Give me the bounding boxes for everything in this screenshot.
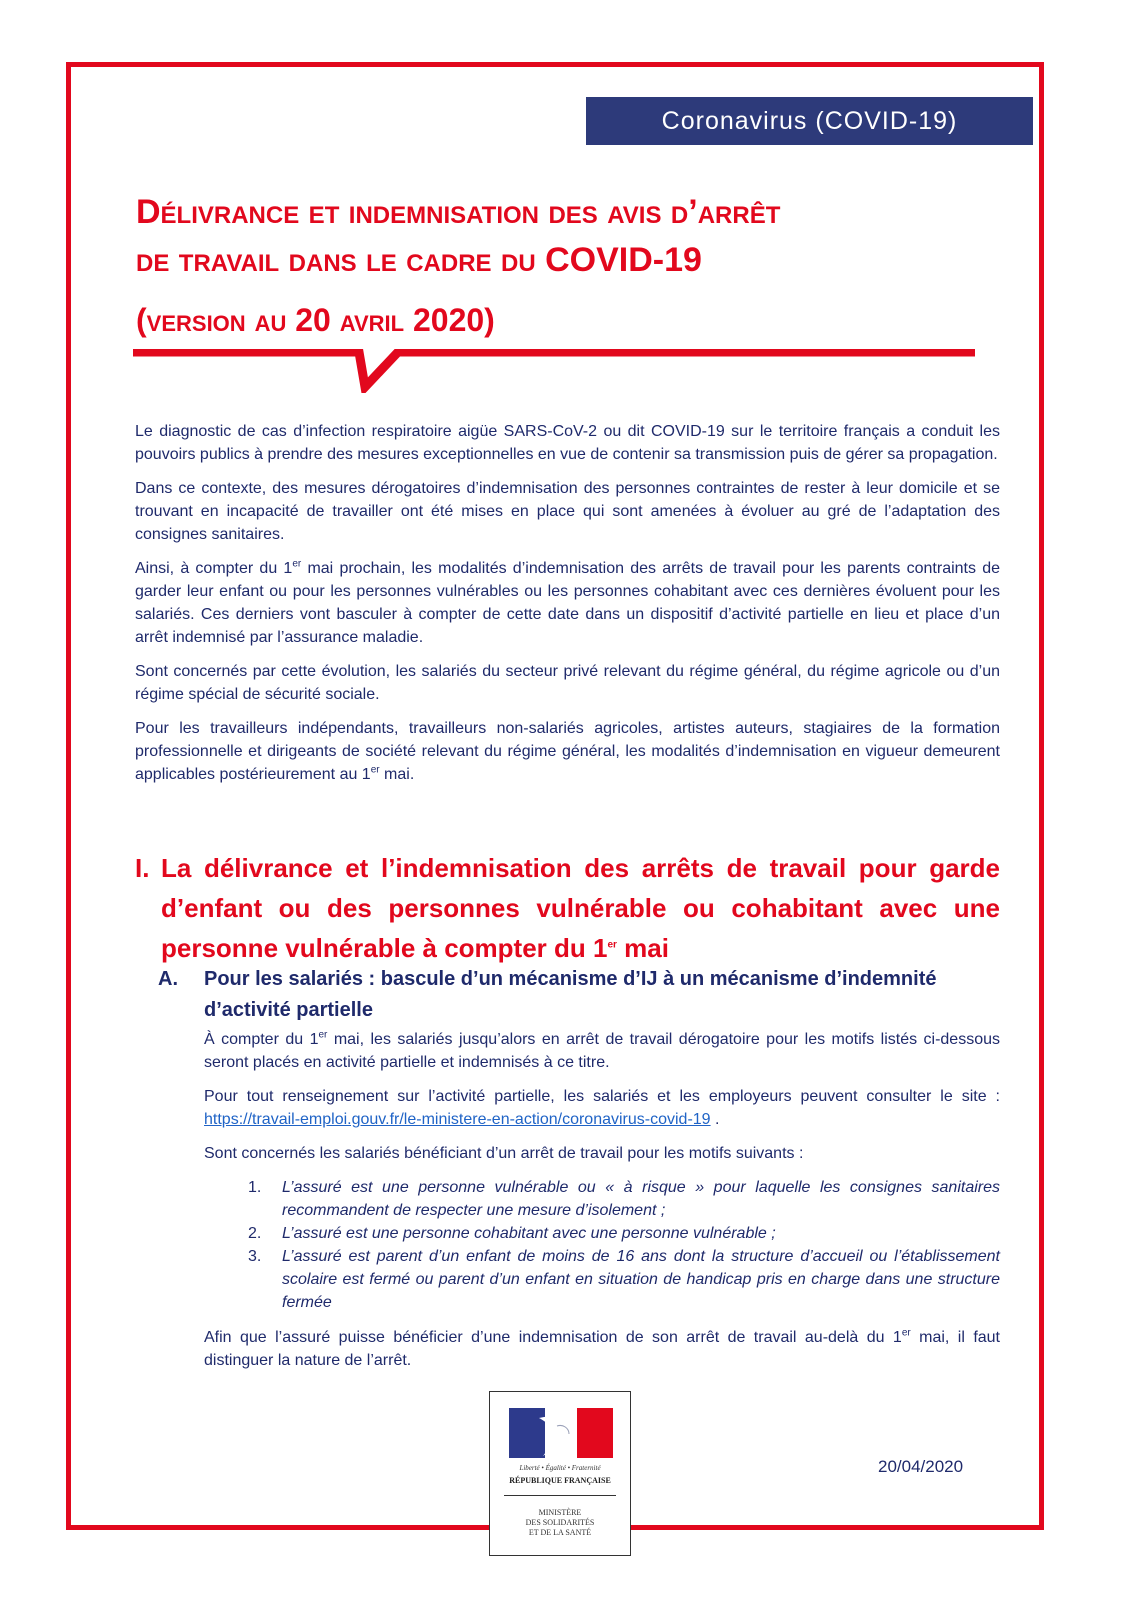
republique-francaise: RÉPUBLIQUE FRANÇAISE: [509, 1476, 611, 1485]
ministere-name: MINISTÈRE DES SOLIDARITÉS ET DE LA SANTÉ: [525, 1508, 595, 1537]
list-item: 1. L’assuré est une personne vulnérable ou « à risque » pour laquelle les consignes sanitaires recommandent de respecter une mesure d’isolement ;: [248, 1179, 1000, 1219]
title-line-1: Délivrance et indemnisation des avis d’arrêt: [136, 193, 781, 231]
intro-paragraph-5: Pour les travailleurs indépendants, travailleurs non-salariés agricoles, artistes auteurs, stagiaires de la formation professionnelle et dirigeants de société relevant du régime général, les modalités d’indemnisation en vigueur demeurent applicables postérieurement au 1er mai.: [135, 720, 1000, 783]
marianne-flag-icon: [509, 1408, 613, 1458]
travail-emploi-link[interactable]: https://travail-emploi.gouv.fr/le-ministere-en-action/coronavirus-covid-19: [204, 1111, 711, 1128]
motifs-list: [204, 1176, 1000, 1314]
section-1-heading: [135, 848, 1000, 968]
subsection-a-heading: [158, 964, 1000, 1026]
subsection-a-body: [204, 1028, 1000, 1383]
section-1-number: I.: [135, 853, 150, 883]
list-item: 3. L’assuré est parent d’un enfant de moins de 16 ans dont la structure d’accueil ou l’établissement scolaire est fermé ou parent d’un enfant en situation de handicap pris en charge dans une structure fermée: [248, 1248, 1000, 1311]
subsection-a-paragraph-3: Sont concernés les salariés bénéficiant d’un arrêt de travail pour les motifs suivants :: [204, 1145, 804, 1162]
document-date: 20/04/2020: [878, 1457, 964, 1476]
intro-paragraph-4: Sont concernés par cette évolution, les salariés du secteur privé relevant du régime général, du régime agricole ou d’un régime spécial de sécurité sociale.: [135, 663, 1000, 703]
title-version: (version au 20 avril 2020): [136, 302, 495, 338]
list-item: 2. L’assuré est une personne cohabitant avec une personne vulnérable ;: [248, 1225, 776, 1242]
intro-paragraph-2: Dans ce contexte, des mesures dérogatoires d’indemnisation des personnes contraintes de rester à leur domicile et se trouvant en incapacité de travailler ont été mises en place qui sont amenées à évoluer au gré de l’adaptation des consignes sanitaires.: [135, 480, 1000, 543]
subsection-a-paragraph-1: À compter du 1er mai, les salariés jusqu’alors en arrêt de travail dérogatoire pour les motifs listés ci-dessous seront placés en activité partielle et indemnisés à ce titre.: [204, 1029, 1001, 1071]
subsection-a-paragraph-4: Afin que l’assuré puisse bénéficier d’une indemnisation de son arrêt de travail au-delà du 1er mai, il faut distinguer la nature de l’arrêt.: [204, 1327, 1001, 1369]
section-1-title: La délivrance et l’indemnisation des arrêts de travail pour garde d’enfant ou des personnes vulnérable ou cohabitant avec une personne vulnérable à compter du 1er mai: [161, 853, 1000, 963]
subsection-a-title: Pour les salariés : bascule d’un mécanisme d’IJ à un mécanisme d’indemnité d’activité partielle: [204, 968, 937, 1021]
intro-text: [135, 420, 1000, 797]
intro-paragraph-1: Le diagnostic de cas d’infection respiratoire aigüe SARS-CoV-2 ou dit COVID-19 sur le territoire français a conduit les pouvoirs publics à prendre des mesures exceptionnelles en vue de contenir sa transmission puis de gérer sa propagation.: [135, 423, 1000, 463]
subsection-a-number: A.: [158, 968, 178, 990]
title-line-2: de travail dans le cadre du COVID-19: [136, 241, 702, 279]
speech-bubble-divider: [133, 349, 978, 393]
intro-paragraph-3: Ainsi, à compter du 1er mai prochain, les modalités d’indemnisation des arrêts de travail pour les parents contraints de garder leur enfant ou pour les personnes vulnérables ou les personnes cohabitant avec ces dernières évoluent pour les salariés. Ces derniers vont basculer à compter de cette date dans un dispositif d’activité partielle en lieu et place d’un arrêt indemnisé par l’assurance maladie.: [135, 558, 1001, 646]
covid-banner: [586, 97, 1033, 145]
document-title: [136, 188, 1006, 344]
subsection-a-paragraph-2: Pour tout renseignement sur l’activité partielle, les salariés et les employeurs peuvent consulter le site : https://travail-emploi.gouv.fr/le-ministere-en-action/coronavirus-covid-19 .: [204, 1088, 1000, 1128]
logo-divider: [504, 1495, 616, 1496]
banner-label: Coronavirus (COVID-19): [661, 106, 958, 135]
republic-motto: Liberté • Égalité • Fraternité: [519, 1464, 601, 1472]
ministry-logo: [489, 1391, 631, 1556]
